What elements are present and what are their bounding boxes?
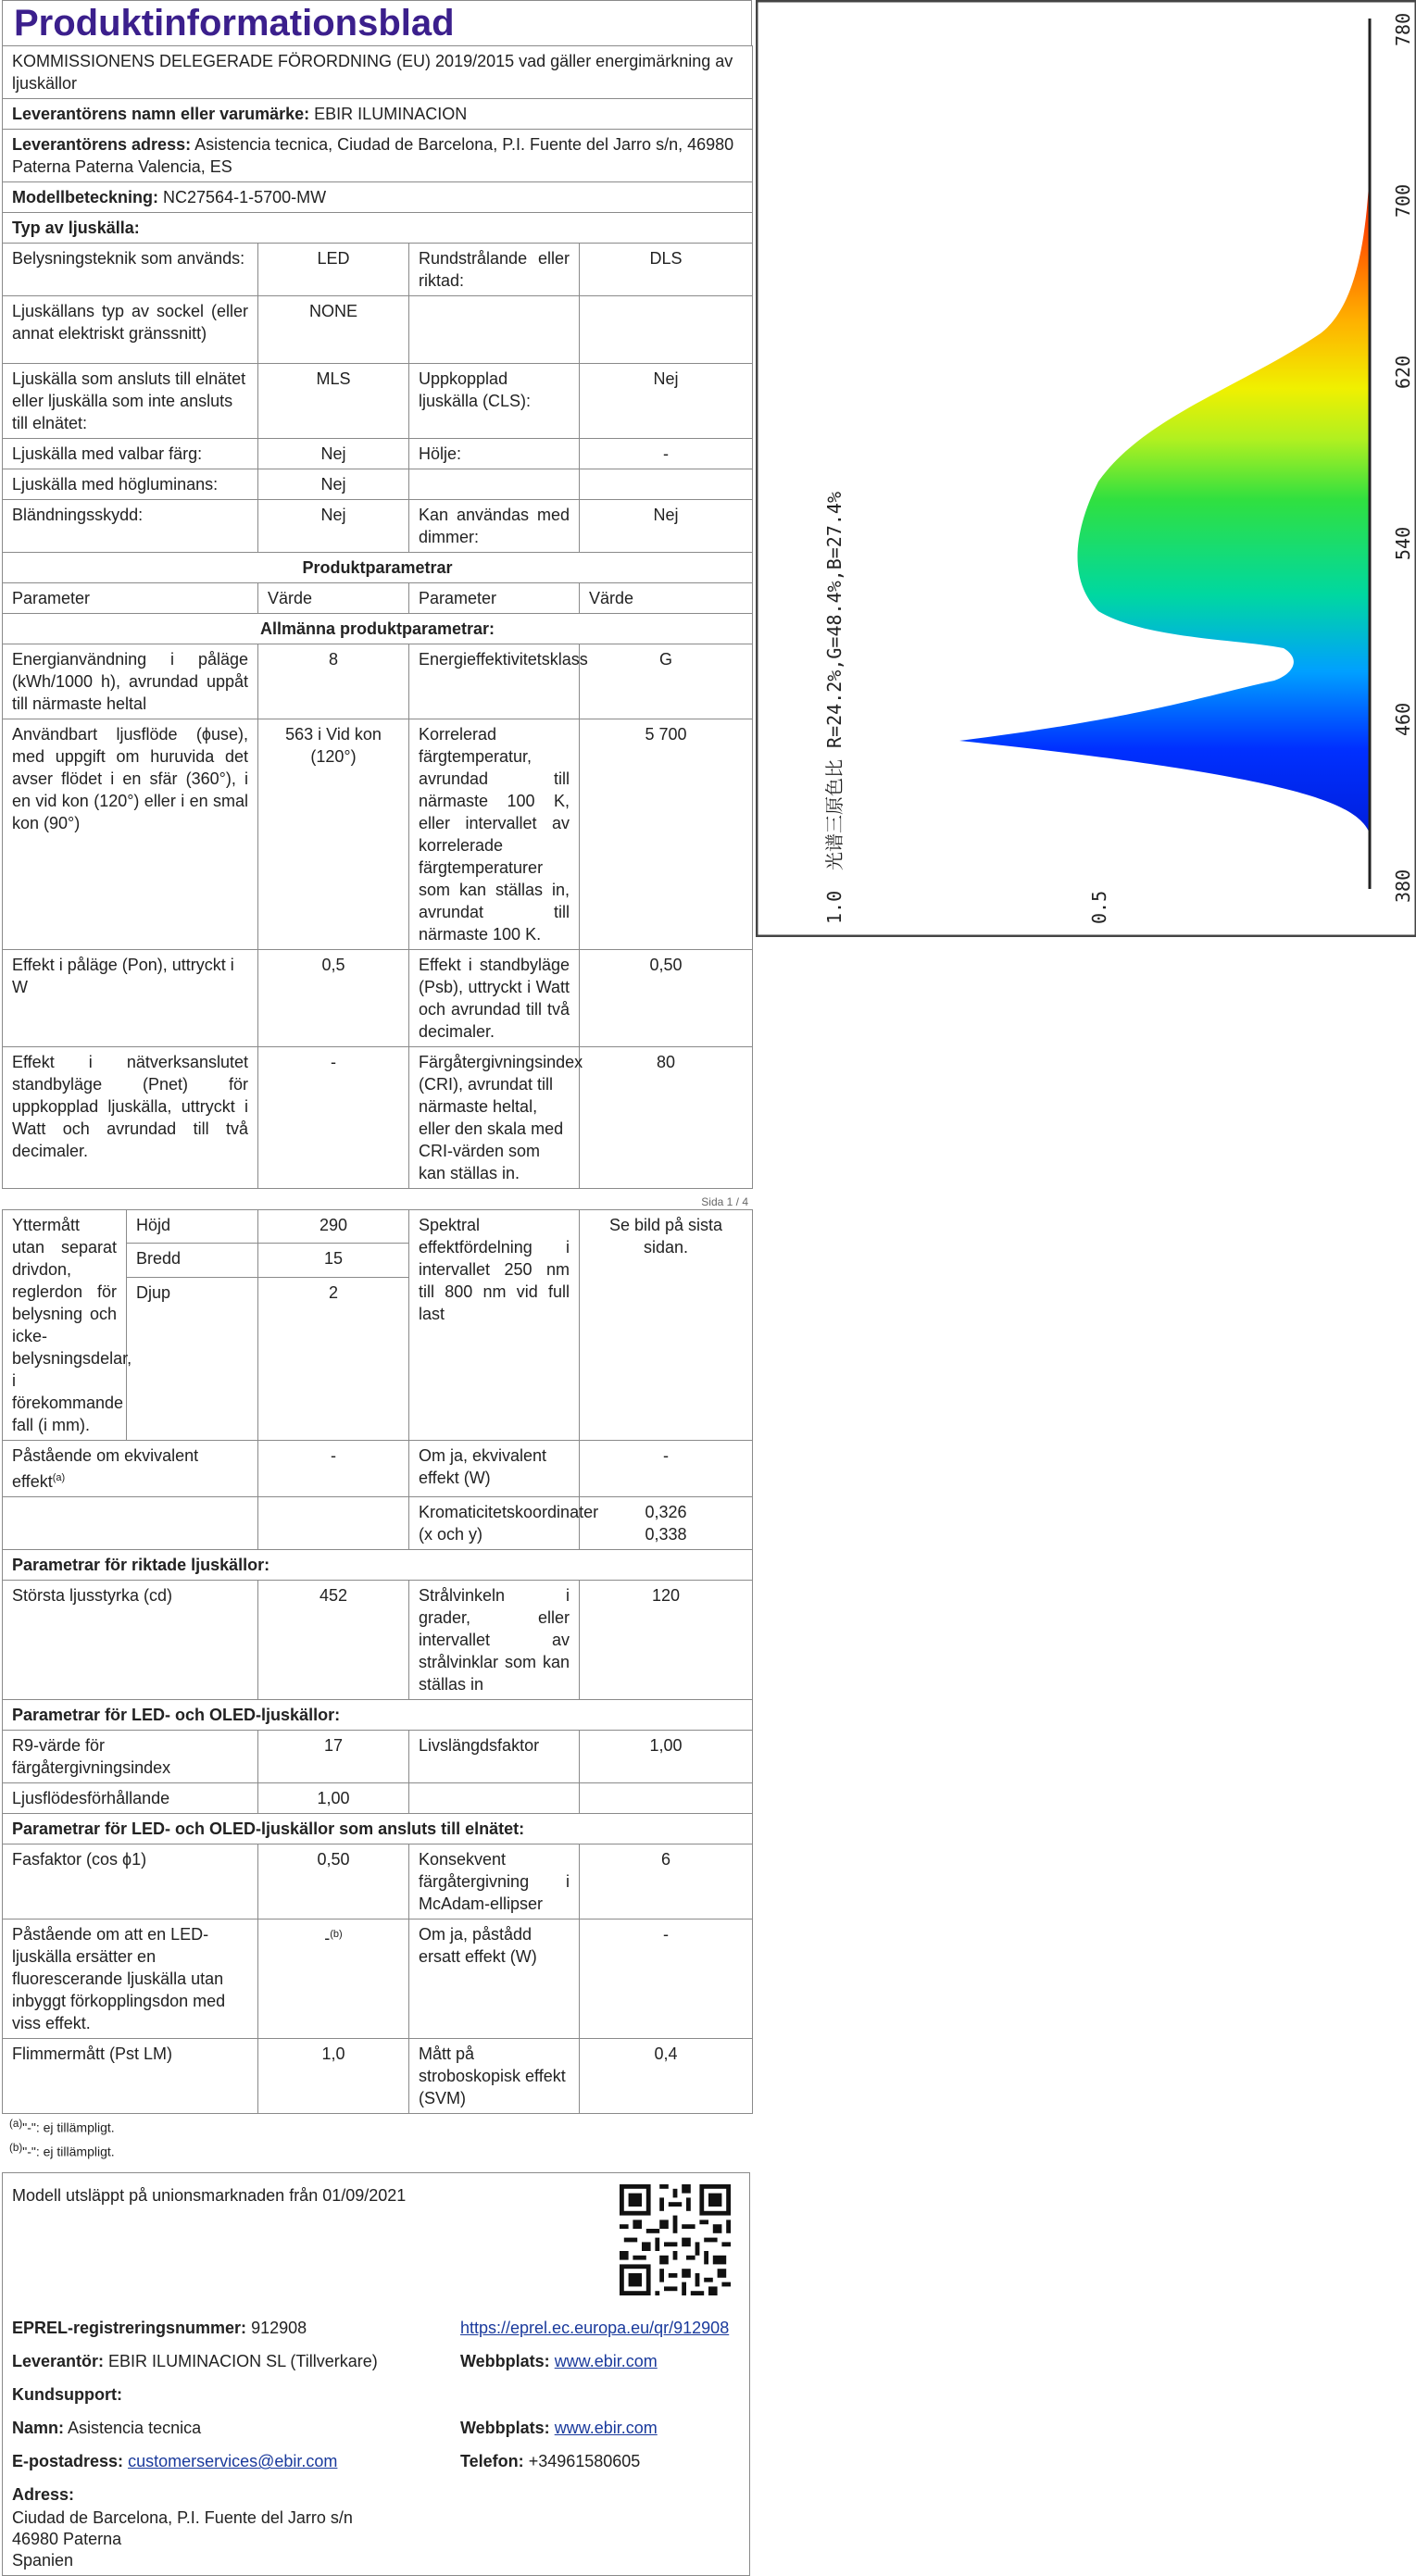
column-header: Värde (258, 583, 409, 614)
value-cell: 8 (258, 644, 409, 719)
dimension-value: 15 (258, 1244, 409, 1277)
table-row (3, 719, 753, 950)
website-link[interactable]: www.ebir.com (554, 2352, 658, 2371)
y-tick-label: 1.0 (823, 890, 846, 924)
value-cell: Nej (258, 439, 409, 469)
eprel-box (2, 2172, 750, 2576)
param-cell: Flimmermått (Pst LM) (3, 2039, 258, 2114)
product-params-heading: Produktparametrar (3, 553, 753, 583)
table-row (3, 2039, 753, 2114)
param-cell: Konsekvent färgåtergivning i McAdam-ellipser (409, 1844, 580, 1919)
value-cell (580, 1783, 753, 1814)
table-row (3, 644, 753, 719)
param-cell: Effekt i nätverksanslutet standbyläge (Pnet) för uppkopplad ljuskälla, uttryckt i Watt och avrundad till två decimaler. (3, 1047, 258, 1189)
y-tick-label: 0.5 (1088, 890, 1110, 924)
footnote-mark: (b) (9, 2141, 23, 2154)
directional-heading: Parametrar för riktade ljuskällor: (3, 1550, 753, 1581)
value-cell: Nej (258, 469, 409, 500)
value-cell: - (580, 1919, 753, 2039)
dimension-name: Bredd (127, 1244, 258, 1277)
footnote-text: "-": ej tillämpligt. (22, 2144, 115, 2159)
general-params-heading: Allmänna produktparametrar: (3, 614, 753, 644)
contact-name-row (12, 2419, 201, 2438)
eprel-row (12, 2319, 307, 2338)
param-cell: Kan användas med dimmer: (409, 500, 580, 553)
param-cell (3, 1441, 258, 1497)
regulation-text: KOMMISSIONENS DELEGERADE FÖRORDNING (EU) 2019/2015 vad gäller energimärkning av ljuskällor (3, 46, 753, 99)
address-line: Ciudad de Barcelona, P.I. Fuente del Jarro s/n (12, 2508, 353, 2528)
value-cell (580, 296, 753, 364)
param-cell: Fasfaktor (cos ϕ1) (3, 1844, 258, 1919)
x-tick-label: 540 (1392, 526, 1414, 560)
customer-support-label: Kundsupport: (12, 2385, 122, 2405)
eprel-link[interactable]: https://eprel.ec.europa.eu/qr/912908 (460, 2319, 730, 2338)
value-cell: G (580, 644, 753, 719)
param-cell: Användbart ljusflöde (ϕuse), med uppgift om huruvida det avser flödet i en sfär (360°), i en vid kon (120°) eller i en smal kon (90°) (3, 719, 258, 950)
param-cell: Färgåtergivningsindex (CRI), avrundat till närmaste heltal, eller den skala med CRI-värden som kan ställas in. (409, 1047, 580, 1189)
email-row (12, 2452, 337, 2471)
param-cell: Ljuskällans typ av sockel (eller annat elektriskt gränssnitt) (3, 296, 258, 364)
supplier-row (12, 2352, 378, 2371)
param-cell: Rundstrålande eller riktad: (409, 244, 580, 296)
param-cell: Ljuskälla som ansluts till elnätet eller ljuskälla som inte ansluts till elnätet: (3, 364, 258, 439)
mains-heading: Parametrar för LED- och OLED-ljuskällor som ansluts till elnätet: (3, 1814, 753, 1844)
value-cell: 120 (580, 1581, 753, 1700)
value-cell: - (258, 1441, 409, 1497)
param-cell: Om ja, påstådd ersatt effekt (W) (409, 1919, 580, 2039)
value-cell: NONE (258, 296, 409, 364)
support-website-row (460, 2419, 658, 2438)
rgb-ratio-annotation: 光谱三原色比 R=24.2%,G=48.4%,B=27.4% (823, 492, 846, 870)
value-cell: - (258, 1047, 409, 1189)
supplier-address-label: Leverantörens adress: (12, 135, 192, 154)
footnote-text: "-": ej tillämpligt. (22, 2120, 115, 2135)
x-tick-label: 620 (1392, 355, 1414, 389)
supplier-address-row (3, 130, 753, 182)
column-header-row (3, 583, 753, 614)
chromaticity-x: 0,326 (645, 1503, 687, 1521)
release-date-text: Modell utsläppt på unionsmarknaden från 01/09/2021 (12, 2186, 407, 2206)
x-tick-label: 780 (1392, 12, 1414, 46)
sheet-top-table (2, 45, 753, 1189)
footnote-ref: (a) (52, 1472, 66, 1483)
value-cell: - (580, 439, 753, 469)
value-cell: 0,4 (580, 2039, 753, 2114)
type-heading: Typ av ljuskälla: (3, 213, 753, 244)
value-cell: 17 (258, 1731, 409, 1783)
param-cell: Bländningsskydd: (3, 500, 258, 553)
led-heading: Parametrar för LED- och OLED-ljuskällor: (3, 1700, 753, 1731)
param-cell: Uppkopplad ljuskälla (CLS): (409, 364, 580, 439)
model-row (3, 182, 753, 213)
param-cell: R9-värde för färgåtergivningsindex (3, 1731, 258, 1783)
param-cell (409, 469, 580, 500)
value-cell: 0,50 (580, 950, 753, 1047)
value-cell: MLS (258, 364, 409, 439)
table-row (3, 1210, 753, 1244)
dimensions-label: Yttermått utan separat drivdon, reglerdon för belysning och icke-belysningsdelar, i förekommande fall (i mm). (3, 1210, 127, 1441)
supplier-address-value: Asistencia tecnica, Ciudad de Barcelona, P.I. Fuente del Jarro s/n, 46980 Paterna Paterna Valencia, ES (12, 135, 734, 176)
column-header: Parameter (409, 583, 580, 614)
support-website-label: Webbplats: (460, 2419, 550, 2438)
value-cell: Nej (258, 500, 409, 553)
value-cell: 80 (580, 1047, 753, 1189)
table-row (3, 439, 753, 469)
website-label: Webbplats: (460, 2352, 550, 2371)
dimension-value: 290 (258, 1210, 409, 1244)
footnote-mark: (a) (9, 2118, 23, 2130)
email-label: E-postadress: (12, 2452, 124, 2471)
param-cell: Energianvändning i påläge (kWh/1000 h), avrundad uppåt till närmaste heltal (3, 644, 258, 719)
supplier-name-label: Leverantörens namn eller varumärke: (12, 105, 310, 123)
phone-label: Telefon: (460, 2452, 524, 2471)
param-cell: Effekt i påläge (Pon), uttryckt i W (3, 950, 258, 1047)
footnote-ref: (b) (330, 1929, 343, 1940)
param-cell: Strålvinkeln i grader, eller intervallet av strålvinklar som kan ställas in (409, 1581, 580, 1700)
dimension-name: Höjd (127, 1210, 258, 1244)
value-text: - (324, 1929, 331, 1947)
phone-row (460, 2452, 640, 2471)
param-cell (409, 1783, 580, 1814)
value-cell: 0,5 (258, 950, 409, 1047)
supplier-value: EBIR ILUMINACION SL (Tillverkare) (108, 2352, 378, 2371)
value-cell: 5 700 (580, 719, 753, 950)
param-cell: Energieffektivitetsklass (409, 644, 580, 719)
x-tick-label: 460 (1392, 702, 1414, 736)
email-link[interactable]: customerservices@ebir.com (128, 2452, 338, 2471)
param-cell: Hölje: (409, 439, 580, 469)
table-row (3, 1731, 753, 1783)
value-cell: 563 i Vid kon (120°) (258, 719, 409, 950)
address-block (12, 2507, 353, 2571)
value-cell: DLS (580, 244, 753, 296)
value-cell: Nej (580, 500, 753, 553)
supplier-name-row (3, 99, 753, 130)
value-cell: - (580, 1441, 753, 1497)
column-header: Värde (580, 583, 753, 614)
spectrum-image (756, 0, 1416, 937)
support-website-link[interactable]: www.ebir.com (554, 2419, 658, 2438)
value-cell (580, 469, 753, 500)
table-row (3, 1844, 753, 1919)
param-cell: Ljusflödesförhållande (3, 1783, 258, 1814)
supplier-name-value: EBIR ILUMINACION (314, 105, 468, 123)
table-row (3, 296, 753, 364)
supplier-label: Leverantör: (12, 2352, 105, 2371)
dimension-name: Djup (127, 1277, 258, 1310)
value-cell: 0,50 (258, 1844, 409, 1919)
table-row (3, 1581, 753, 1700)
param-cell: Påstående om att en LED-ljuskälla ersätter en fluorescerande ljuskälla utan inbyggt förkopplingsdon med viss effekt. (3, 1919, 258, 2039)
param-cell: Mått på stroboskopisk effekt (SVM) (409, 2039, 580, 2114)
contact-name-value: Asistencia tecnica (68, 2419, 202, 2438)
address-label: Adress: (12, 2485, 75, 2505)
sheet-bottom-table (2, 1209, 753, 2114)
value-cell: Se bild på sista sidan. (580, 1210, 753, 1441)
table-row (3, 500, 753, 553)
param-cell: Belysningsteknik som används: (3, 244, 258, 296)
contact-name-label: Namn: (12, 2419, 65, 2438)
table-row (3, 1919, 753, 2039)
param-cell: Ljuskälla med valbar färg: (3, 439, 258, 469)
table-row (3, 1047, 753, 1189)
table-row (3, 1783, 753, 1814)
table-row (3, 364, 753, 439)
param-cell: Kromaticitetskoordinater (x och y) (409, 1497, 580, 1550)
table-row (3, 469, 753, 500)
param-cell: Effekt i standbyläge (Psb), uttryckt i Watt och avrundad till två decimaler. (409, 950, 580, 1047)
chromaticity-y: 0,338 (645, 1525, 687, 1544)
value-cell: 6 (580, 1844, 753, 1919)
eprel-label: EPREL-registreringsnummer: (12, 2319, 247, 2338)
param-cell: Spektral effektfördelning i intervallet 250 nm till 800 nm vid full last (409, 1210, 580, 1441)
param-cell: Korrelerad färgtemperatur, avrundad till närmaste 100 K, eller intervallet av korrelerade färgtemperaturer som kan ställas in, avrundat till närmaste 100 K. (409, 719, 580, 950)
param-cell: Livslängdsfaktor (409, 1731, 580, 1783)
value-cell: 1,00 (580, 1731, 753, 1783)
page-number: Sida 1 / 4 (701, 1195, 748, 1208)
value-cell: Nej (580, 364, 753, 439)
value-cell: 452 (258, 1581, 409, 1700)
value-cell: LED (258, 244, 409, 296)
table-row (3, 950, 753, 1047)
value-cell (258, 1919, 409, 2039)
website-row (460, 2352, 658, 2371)
model-label: Modellbeteckning: (12, 188, 159, 206)
x-tick-label: 380 (1392, 869, 1414, 903)
param-cell: Ljuskälla med högluminans: (3, 469, 258, 500)
footnote (2, 2114, 752, 2138)
value-cell: 1,00 (258, 1783, 409, 1814)
x-tick-label: 700 (1392, 183, 1414, 218)
table-row (3, 1441, 753, 1497)
product-information-sheet (2, 0, 752, 2576)
footnote (2, 2138, 752, 2162)
column-header: Parameter (3, 583, 258, 614)
param-cell: Största ljusstyrka (cd) (3, 1581, 258, 1700)
param-cell: Om ja, ekvivalent effekt (W) (409, 1441, 580, 1497)
dimension-value: 2 (258, 1277, 409, 1310)
value-cell: 1,0 (258, 2039, 409, 2114)
qr-code-icon (620, 2184, 731, 2295)
address-line: 46980 Paterna (12, 2530, 122, 2549)
page-title: Produktinformationsblad (2, 0, 752, 45)
param-cell (409, 296, 580, 364)
table-row (3, 244, 753, 296)
phone-value: +34961580605 (528, 2452, 641, 2471)
eprel-number: 912908 (251, 2319, 307, 2338)
param-text: Påstående om ekvivalent effekt (12, 1446, 199, 1491)
value-cell (580, 1497, 753, 1550)
address-line: Spanien (12, 2551, 74, 2570)
model-value: NC27564-1-5700-MW (163, 188, 327, 206)
table-row (3, 1497, 753, 1550)
